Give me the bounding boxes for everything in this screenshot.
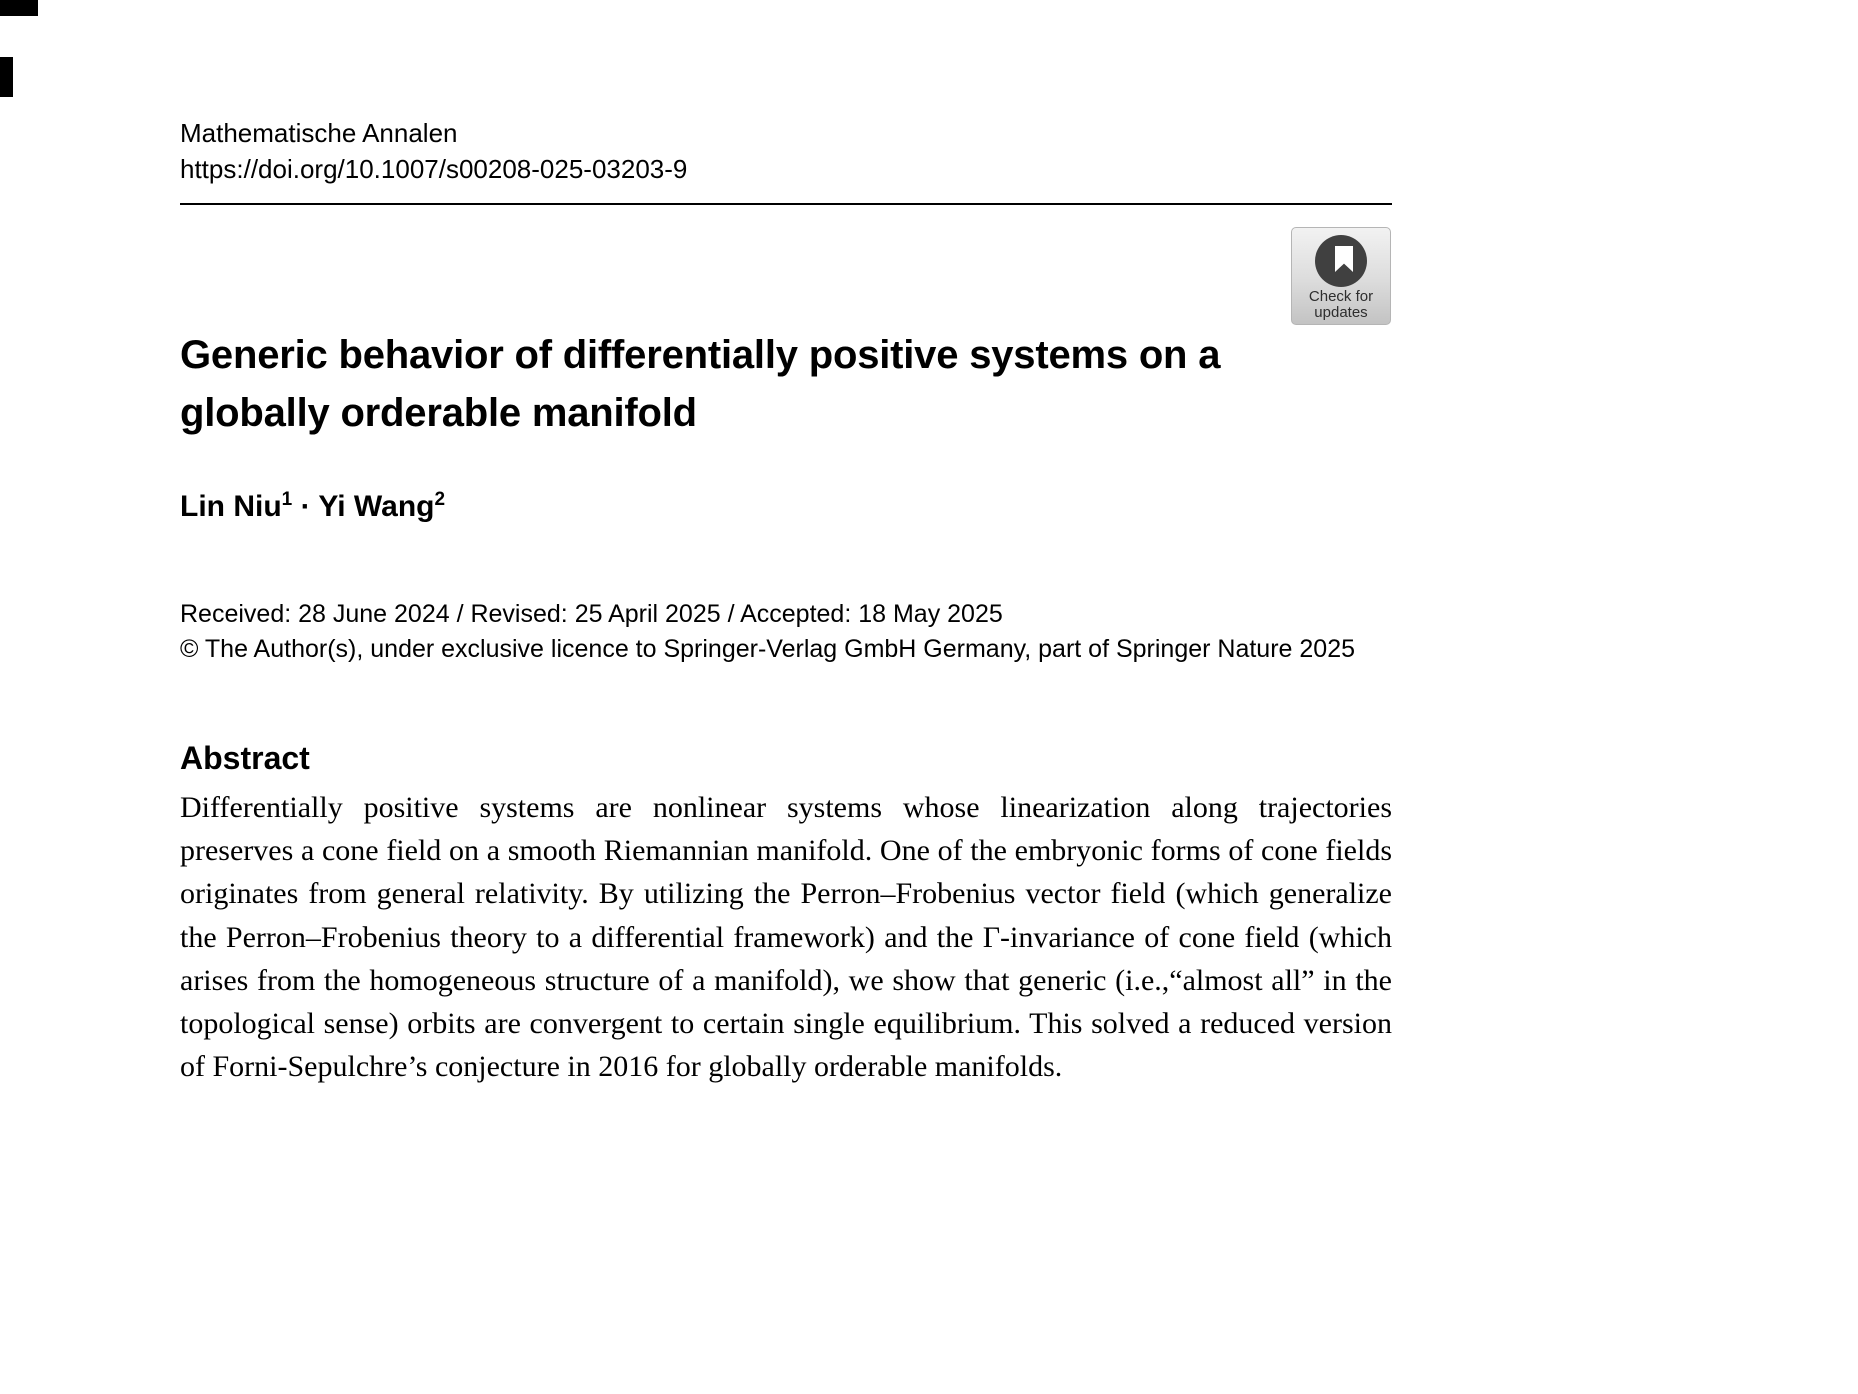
page-edge-artifact-top: [0, 0, 38, 16]
author-line: [180, 489, 445, 524]
abstract-heading: Abstract: [180, 740, 310, 776]
author-name-1: Lin Niu: [180, 490, 282, 523]
bookmark-icon: [1335, 246, 1353, 272]
badge-circle: [1315, 235, 1367, 287]
journal-name: Mathematische Annalen: [180, 118, 458, 148]
author-affiliation-mark-1: 1: [281, 489, 293, 510]
copyright-notice: © The Author(s), under exclusive licence to Springer-Verlag GmbH Germany, part of Springer Nature 2025: [180, 635, 1355, 663]
header-rule: [180, 203, 1392, 205]
author-affiliation-mark-2: 2: [434, 489, 446, 510]
abstract-text: Differentially positive systems are nonlinear systems whose linearization along trajectories preserves a cone field on a smooth Riemannian manifold. One of the embryonic forms of cone fields originates from general relativity. By utilizing the Perron–Frobenius vector field (which generalize the Perron–Frobenius theory to a differential framework) and the Γ-invariance of cone field (which arises from the homogeneous structure of a manifold), we show that generic (i.e.,“almost all” in the topological sense) orbits are convergent to certain single equilibrium. This solved a reduced version of Forni-Sepulchre’s conjecture in 2016 for globally orderable manifolds.: [180, 791, 1392, 1084]
page-edge-artifact-side: [0, 57, 13, 97]
article-title: Generic behavior of differentially positive systems on a globally orderable manifold: [180, 333, 1221, 435]
article-history: Received: 28 June 2024 / Revised: 25 April 2025 / Accepted: 18 May 2025: [180, 600, 1003, 628]
author-name-2: Yi Wang: [318, 490, 435, 523]
badge-label: Check for updates: [1308, 288, 1374, 321]
check-for-updates-badge[interactable]: [1291, 227, 1391, 325]
author-separator: ·: [292, 490, 319, 523]
doi-link: https://doi.org/10.1007/s00208-025-03203-9: [180, 154, 688, 184]
